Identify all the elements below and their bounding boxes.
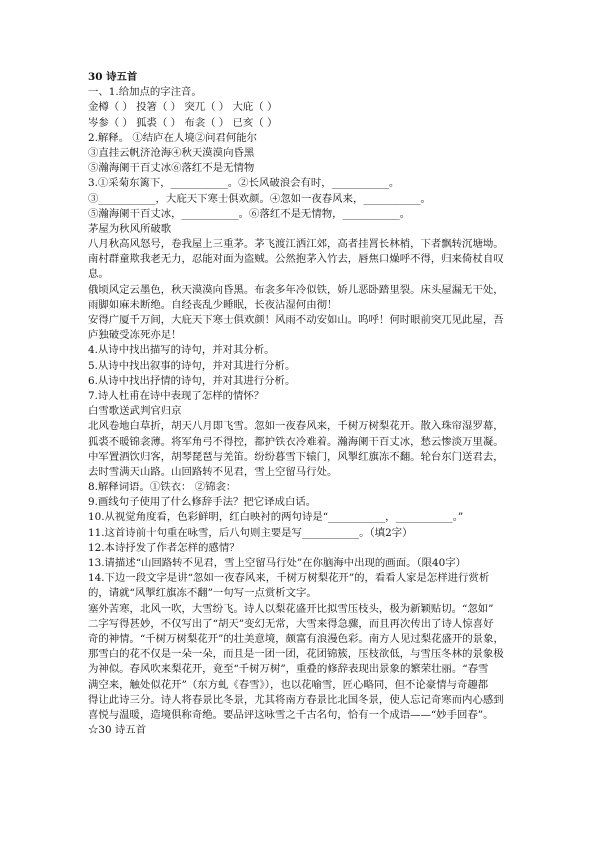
analysis-line: 那雪白的花不仅是一朵一朵，而且是一团一团，花团锦簇，压枝欲低，与雪压冬林的景象极 (88, 648, 504, 661)
text-line: 3.①采菊东篱下，___________。②长风破浪会有时，___________。 (88, 177, 400, 190)
question-line: 4.从诗中找出描写的诗句，并对其分析。 (88, 344, 275, 357)
poem-line: 俄顷风定云墨色，秋天漠漠向昏黑。布衾多年冷似铁，娇儿恶卧踏里裂。床头屋漏无干处， (88, 283, 504, 296)
question-line: 白雪歌送武判官归京 (88, 405, 182, 418)
analysis-line: 14.下边一段文字是讲“忽如一夜春风来，千树万树梨花开”的，看看人家是怎样进行赏析 (88, 572, 490, 585)
poem-line: 中军置酒饮归客，胡琴琵琶与羌笛。纷纷暮雪下辕门，风掣红旗冻不翻。轮台东门送君去， (88, 450, 504, 463)
footer-title: ☆30 诗五首 (88, 724, 147, 737)
text-line: ⑤瀚海阑干百丈冰，___________。⑥落红不是无情物，___________。 (88, 207, 411, 220)
poem-line: 去时雪满天山路。山回路转不见君，雪上空留马行处。 (88, 465, 338, 478)
poem-line: 雨脚如麻未断绝。自经丧乱少睡眠，长夜沾湿何由彻！ (88, 298, 338, 311)
poem-paragraph (88, 283, 513, 344)
analysis-line: 二字写得甚妙，不仅写出了“胡天”变幻无常，大雪来得急骤，而且再次传出了诗人惊喜好 (88, 617, 494, 630)
analysis-line: 的，请就“风掣红旗冻不翻”一句写一点赏析文字。 (88, 587, 317, 600)
text-line: 2.解释。 ①结庐在人境②问君何能尔 (88, 131, 258, 144)
question-line: 9.画线句子使用了什么修辞手法？把它译成白话。 (88, 496, 317, 509)
text-line: 30 诗五首 (88, 71, 138, 83)
analysis-line: 满空来，触处似花开”（东方虬《春雪》），也以花喻雪，匠心略同，但不论豪情与奇趣都 (88, 678, 489, 691)
text-line: 茅屋为秋风所破歌 (88, 222, 172, 235)
poem-paragraph (88, 237, 513, 283)
analysis-line: 为神似。春风吹来梨花开，竟至“千树万树”，重叠的修辞表现出景象的繁荣壮丽。“春雪 (88, 663, 489, 676)
analysis-line: 奇的神情。“千树万树梨花开”的壮美意境，颇富有浪漫色彩。南方人见过梨花盛开的景象， (88, 632, 504, 645)
text-line: ⑤瀚海阑干百丈冰⑥落红不是无情物 (88, 162, 255, 175)
worksheet-content (88, 70, 513, 738)
question-line: 10.从视觉角度看，色彩鲜明，红白映衬的两句诗是“___________，___________。” (88, 511, 464, 524)
poem-line: 狐裘不暖锦衾薄。将军角弓不得控，都护铁衣冷难着。瀚海阑干百丈冰，愁云惨淡万里凝。 (88, 435, 504, 448)
question-line: 7.诗人杜甫在诗中表现了怎样的情怀？ (88, 389, 265, 402)
question-line: 5.从诗中找出叙事的诗句，并对其进行分析。 (88, 359, 296, 372)
poem-line: 八月秋高风怒号，卷我屋上三重茅。茅飞渡江洒江郊，高者挂罥长林梢，下者飘转沉塘坳。 (88, 238, 504, 251)
poem-line: 南村群童欺我老无力，忍能对面为盗贼。公然抱茅入竹去，唇焦口燥呼不得，归来倚杖自叹 (88, 253, 504, 266)
text-line: 一、1.给加点的字注音。 (88, 86, 202, 99)
question-line: 11.这首诗前十句重在咏雪，后八句则主要是写___________。（填2字） (88, 526, 413, 539)
question-line: 13.请描述“山回路转不见君，雪上空留马行处”在你脑海中出现的画面。（限40字） (88, 557, 467, 569)
question-14 (88, 571, 513, 723)
question-line: 12.本诗抒发了作者怎样的感情？ (88, 541, 240, 554)
analysis-line: 喜悦与温暖，造境俱称奇绝。要品评这咏雪之千古名句，恰有一个成语——“妙手回春”。 (88, 708, 494, 721)
poem-line: 庐独破受冻死亦足！ (88, 329, 182, 342)
analysis-line: 塞外苦寒，北风一吹，大雪纷飞。诗人以梨花盛开比拟雪压枝头，极为新颖贴切。“忽如” (88, 602, 494, 615)
text-line: 岑参（ ） 狐裘（ ） 布衾（ ） 已亥（ ） (88, 116, 278, 129)
text-line: ③直挂云帆济沧海④秋天漠漠向昏黑 (88, 146, 255, 159)
poem-white-snow (88, 419, 513, 480)
poem-line: 北风卷地白草折，胡天八月即飞雪。忽如一夜春风来，千树万树梨花开。散入珠帘湿罗幕， (88, 420, 504, 433)
poem-line: 息。 (88, 268, 109, 281)
analysis-line: 得让此诗三分。诗人将春景比冬景，尤其将南方春景比北国冬景，使人忘记奇寒而内心感到 (88, 693, 504, 706)
text-line: 金樽（ ） 投箸（ ） 突兀（ ） 大庇（ ） (88, 101, 278, 114)
poem-line: 安得广厦千万间，大庇天下寒士俱欢颜！风雨不动安如山。呜呼！何时眼前突兀见此屋，吾 (88, 314, 504, 326)
question-line: 8.解释词语。①铁衣： ②锦衾： (88, 481, 237, 494)
text-line: ③___________，大庇天下寒士俱欢颜。④忽如一夜春风来，___________。 (88, 192, 431, 205)
question-line: 6.从诗中找出抒情的诗句，并对其进行分析。 (88, 374, 296, 387)
